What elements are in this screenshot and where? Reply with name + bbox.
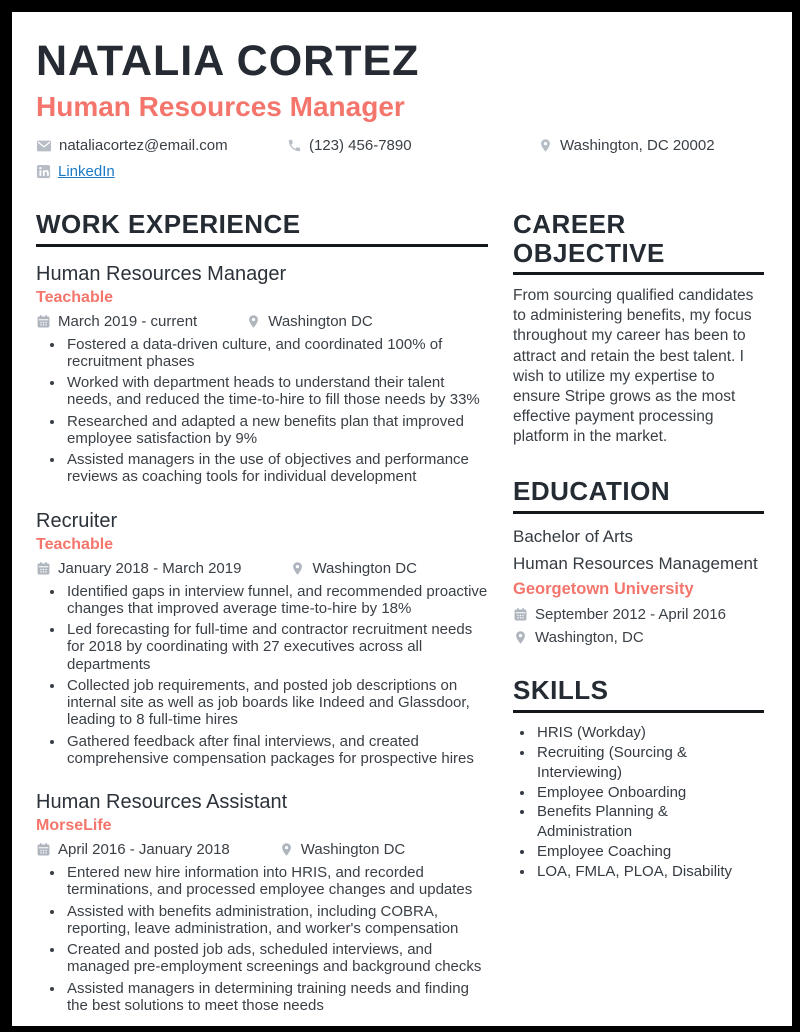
location-pin-icon <box>279 842 294 857</box>
job-bullet: • Assisted managers in determining training needs and finding the best solutions to meet those needs <box>65 980 488 1015</box>
skill-item: • LOA, FMLA, PLOA, Disability <box>535 862 764 882</box>
education-degree: Bachelor of Arts <box>513 526 634 546</box>
education-location: Washington, DC <box>513 629 764 646</box>
content-columns <box>36 210 764 1018</box>
linkedin-icon <box>36 164 51 179</box>
candidate-title: Human Resources Manager <box>36 91 405 122</box>
skill-item: • Recruiting (Sourcing & Interviewing) <box>535 743 764 783</box>
job-entry-hr-assistant <box>36 790 488 1014</box>
candidate-name: NATALIA CORTEZ <box>36 37 420 85</box>
contact-info <box>36 137 764 180</box>
job-bullet: • Led forecasting for full-time and contractor recruitment needs for 2018 by coordinating with 27 executives across all departments <box>65 621 488 673</box>
work-experience-section <box>36 210 488 1018</box>
job-entry-recruiter <box>36 509 488 768</box>
skills-section <box>513 676 764 882</box>
job-dates: March 2019 - current <box>36 313 197 330</box>
skill-item: • Employee Onboarding <box>535 783 764 803</box>
job-company: MorseLife <box>36 817 112 835</box>
contact-phone <box>287 137 538 154</box>
job-location: Washington DC <box>246 313 373 330</box>
job-meta <box>36 560 488 577</box>
job-bullets <box>36 864 488 1014</box>
header <box>36 37 764 180</box>
job-title: Human Resources Assistant <box>36 791 288 814</box>
contact-phone-text: (123) 456-7890 <box>309 137 412 154</box>
job-bullets <box>36 336 488 486</box>
education-section <box>513 477 764 646</box>
job-title: Human Resources Manager <box>36 262 287 285</box>
job-bullet: • Entered new hire information into HRIS, and recorded terminations, and processed employee changes and updates <box>65 864 488 899</box>
career-objective-section <box>513 210 764 447</box>
skill-item: • Benefits Planning & Administration <box>535 802 764 842</box>
location-pin-icon <box>290 561 305 576</box>
skill-item: • HRIS (Workday) <box>535 723 764 743</box>
calendar-icon <box>36 842 51 857</box>
job-meta <box>36 313 488 330</box>
sidebar-column <box>513 210 764 1018</box>
skills-heading: SKILLS <box>513 676 764 713</box>
skills-list <box>513 723 764 883</box>
education-entry <box>513 526 764 646</box>
contact-email-text: nataliacortez@email.com <box>59 137 228 154</box>
calendar-icon <box>36 561 51 576</box>
job-meta <box>36 841 488 858</box>
skill-item: • Employee Coaching <box>535 842 764 862</box>
career-objective-text: From sourcing qualified candidates to administering benefits, my focus throughout my career has been to attract and retain the best talent. I wish to utilize my expertise to ensure Stripe grows as the most effective payment processing platform in the market. <box>513 287 754 446</box>
calendar-icon <box>513 607 528 622</box>
email-icon <box>36 138 52 154</box>
job-bullet: • Worked with department heads to understand their talent needs, and reduced the time-to-hire to fill those needs by 33% <box>65 374 488 409</box>
job-bullet: • Assisted with benefits administration, including COBRA, reporting, leave administration, and worker's compensation <box>65 903 488 938</box>
education-dates: September 2012 - April 2016 <box>513 606 764 623</box>
job-entry-hr-manager <box>36 262 488 486</box>
location-pin-icon <box>513 630 528 645</box>
career-objective-heading: CAREER OBJECTIVE <box>513 210 764 275</box>
education-field: Human Resources Management <box>513 554 758 573</box>
linkedin-link[interactable]: LinkedIn <box>58 163 115 180</box>
contact-linkedin <box>36 163 287 180</box>
job-dates: January 2018 - March 2019 <box>36 560 241 577</box>
work-experience-heading: WORK EXPERIENCE <box>36 210 488 247</box>
calendar-icon <box>36 314 51 329</box>
education-school: Georgetown University <box>513 580 694 599</box>
job-company: Teachable <box>36 288 114 306</box>
job-title: Recruiter <box>36 509 118 532</box>
job-location: Washington DC <box>279 841 406 858</box>
location-pin-icon <box>246 314 261 329</box>
contact-location-text: Washington, DC 20002 <box>560 137 715 154</box>
job-bullet: • Fostered a data-driven culture, and coordinated 100% of recruitment phases <box>65 336 488 371</box>
contact-location <box>538 137 764 154</box>
job-bullet: • Assisted managers in the use of objectives and performance reviews as coaching tools for individual development <box>65 451 488 486</box>
job-company: Teachable <box>36 535 114 553</box>
contact-email <box>36 137 287 154</box>
job-bullet: • Identified gaps in interview funnel, and recommended proactive changes that improved average time-to-hire by 18% <box>65 583 488 618</box>
location-pin-icon <box>538 138 553 153</box>
job-bullets <box>36 583 488 768</box>
job-location: Washington DC <box>290 560 417 577</box>
job-dates: April 2016 - January 2018 <box>36 841 230 858</box>
job-bullet: • Gathered feedback after final interviews, and created comprehensive compensation packages for prospective hires <box>65 733 488 768</box>
job-bullet: • Created and posted job ads, scheduled interviews, and managed pre-employment screenings and background checks <box>65 941 488 976</box>
education-heading: EDUCATION <box>513 477 764 514</box>
job-bullet: • Collected job requirements, and posted job descriptions on internal site as well as job boards like Indeed and Glassdoor, leading to 8 full-time hires <box>65 677 488 729</box>
job-bullet: • Researched and adapted a new benefits plan that improved employee satisfaction by 9% <box>65 413 488 448</box>
phone-icon <box>287 138 302 153</box>
